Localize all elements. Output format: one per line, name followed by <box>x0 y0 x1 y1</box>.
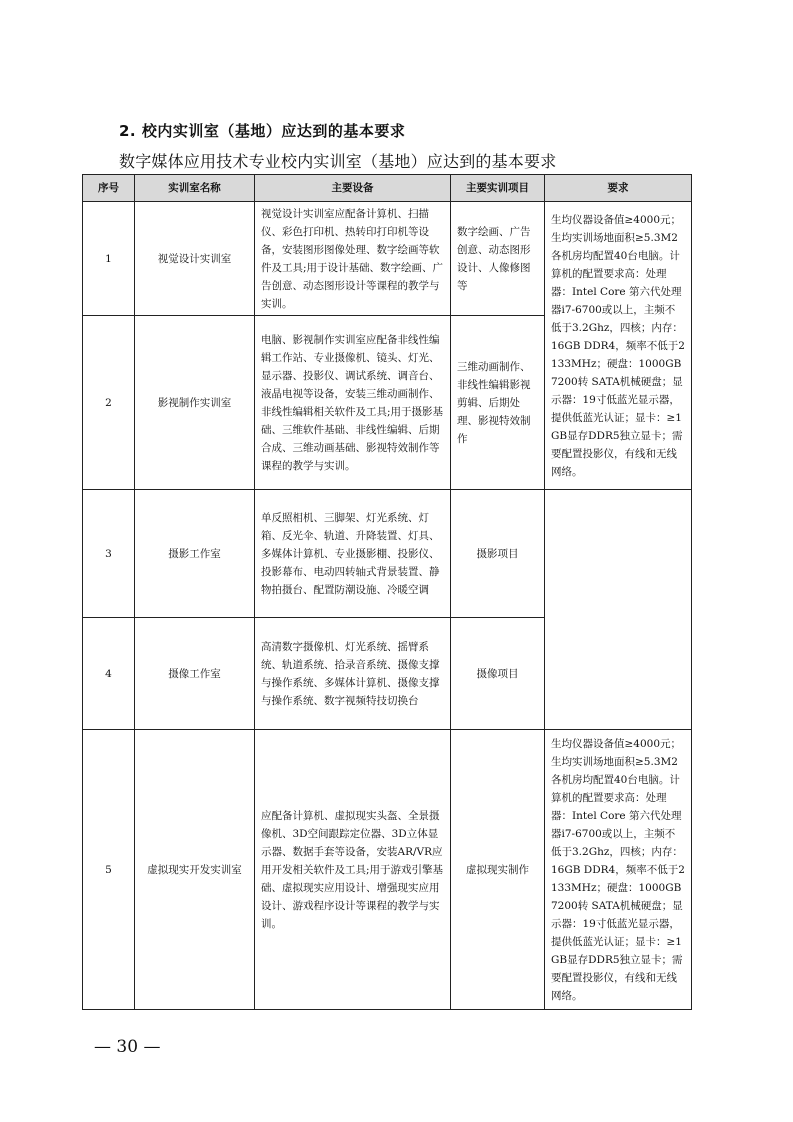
projects-cell: 虚拟现实制作 <box>451 730 545 1010</box>
room-name: 影视制作实训室 <box>135 316 255 490</box>
requirements-cell: 生均仪器设备值≥4000元；生均实训场地面积≥5.3M2各机房均配置40台电脑。计算机的配置要求高：处理器：Intel Core 第六代处理器i7-6700或以上，主频不低于3.2Ghz，四核；内存：16GB DDR4，频率不低于2133MHz；硬盘：1000GB 7200转 SATA机械硬盘；显示器：19寸低蓝光显示器，提供低蓝光认证；显卡：≥1GB显存DDR5独立显卡；需要配置投影仪，有线和无线网络。 <box>545 730 692 1010</box>
room-name: 虚拟现实开发实训室 <box>135 730 255 1010</box>
projects-cell: 三维动画制作、非线性编辑影视剪辑、后期处理、影视特效制作 <box>451 316 545 490</box>
projects-cell: 摄影项目 <box>451 490 545 618</box>
table-header-row <box>83 175 692 202</box>
requirements-table <box>82 174 692 1010</box>
room-name: 视觉设计实训室 <box>135 202 255 316</box>
header-no: 序号 <box>83 175 135 202</box>
row-no: 3 <box>83 490 135 618</box>
equipment-cell: 应配备计算机、虚拟现实头盔、全景摄像机、3D空间跟踪定位器、3D立体显示器、数据手套等设备，安装AR/VR应用开发相关软件及工具;用于游戏引擎基础、虚拟现实应用设计、增强现实应用设计、游戏程序设计等课程的教学与实训。 <box>255 730 451 1010</box>
projects-cell: 摄像项目 <box>451 618 545 730</box>
header-room-name: 实训室名称 <box>135 175 255 202</box>
room-name: 摄像工作室 <box>135 618 255 730</box>
table-caption: 数字媒体应用技术专业校内实训室（基地）应达到的基本要求 <box>119 152 557 171</box>
row-no: 2 <box>83 316 135 490</box>
projects-cell: 数字绘画、广告创意、动态图形设计、人像修图等 <box>451 202 545 316</box>
header-equipment: 主要设备 <box>255 175 451 202</box>
requirements-cell <box>545 490 692 730</box>
table-row <box>83 202 692 316</box>
equipment-cell: 电脑、影视制作实训室应配备非线性编辑工作站、专业摄像机、镜头、灯光、显示器、投影仪、调试系统、调音台、液晶电视等设备，安装三维动画制作、非线性编辑相关软件及工具;用于摄影基础、三维软件基础、非线性编辑、后期合成、三维动画基础、影视特效制作等课程的教学与实训。 <box>255 316 451 490</box>
header-projects: 主要实训项目 <box>451 175 545 202</box>
table-row <box>83 730 692 1010</box>
requirements-cell: 生均仪器设备值≥4000元；生均实训场地面积≥5.3M2各机房均配置40台电脑。计算机的配置要求高：处理器：Intel Core 第六代处理器i7-6700或以上，主频不低于3.2Ghz，四核；内存：16GB DDR4，频率不低于2133MHz；硬盘：1000GB 7200转 SATA机械硬盘；显示器：19寸低蓝光显示器，提供低蓝光认证；显卡：≥1GB显存DDR5独立显卡；需要配置投影仪，有线和无线网络。 <box>545 202 692 490</box>
row-no: 1 <box>83 202 135 316</box>
section-heading: 2. 校内实训室（基地）应达到的基本要求 <box>119 122 406 140</box>
equipment-cell: 视觉设计实训室应配备计算机、扫描仪、彩色打印机、热转印打印机等设备，安装图形图像处理、数字绘画等软件及工具;用于设计基础、数字绘画、广告创意、动态图形设计等课程的教学与实训。 <box>255 202 451 316</box>
row-no: 5 <box>83 730 135 1010</box>
equipment-cell: 单反照相机、三脚架、灯光系统、灯箱、反光伞、轨道、升降装置、灯具、多媒体计算机、专业摄影棚、投影仪、投影幕布、电动四转轴式背景装置、静物拍摄台、配置防潮设施、冷暖空调 <box>255 490 451 618</box>
page-number: — 30 — <box>94 1037 161 1057</box>
table-row <box>83 490 692 618</box>
equipment-cell: 高清数字摄像机、灯光系统、摇臂系统、轨道系统、拾录音系统、摄像支撑与操作系统、多媒体计算机、摄像支撑与操作系统、数字视频特技切换台 <box>255 618 451 730</box>
room-name: 摄影工作室 <box>135 490 255 618</box>
row-no: 4 <box>83 618 135 730</box>
header-requirements: 要求 <box>545 175 692 202</box>
